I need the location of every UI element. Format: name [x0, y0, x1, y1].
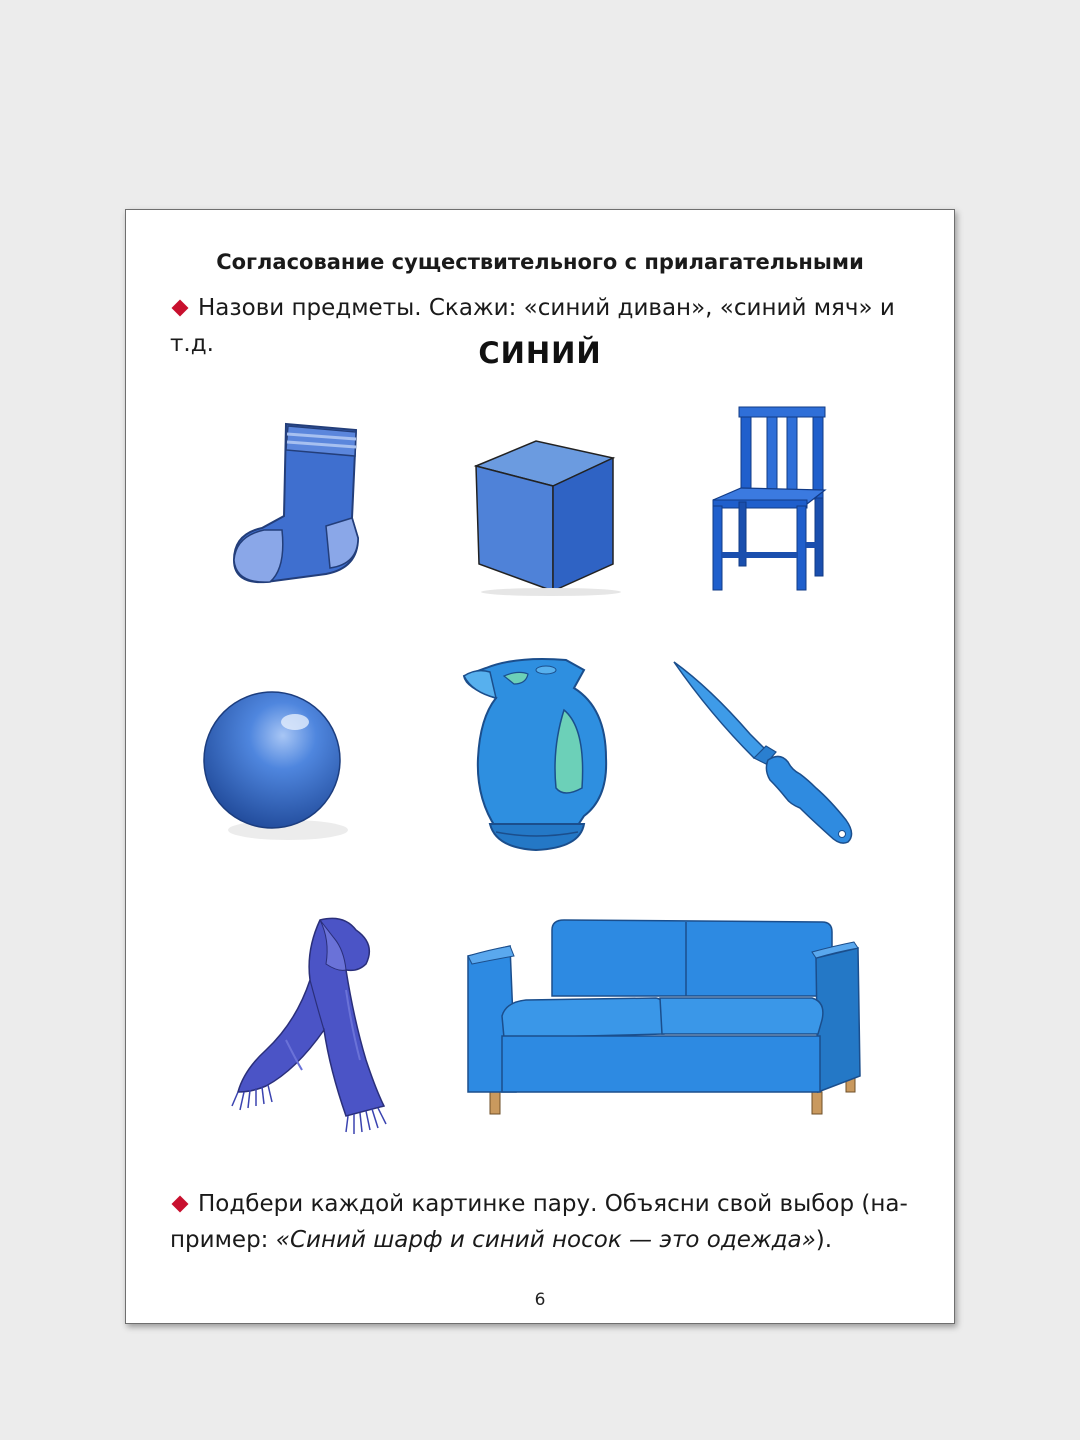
page-title: Согласование существительного с прилагательными	[216, 250, 864, 274]
task-2-line-2-prefix: пример:	[170, 1227, 276, 1253]
kettle-icon	[456, 648, 616, 858]
task-2-line-2-suffix: ).	[815, 1227, 833, 1253]
diamond-bullet-icon	[172, 1195, 189, 1212]
knife-icon	[670, 658, 860, 848]
sofa-icon	[466, 916, 866, 1116]
task-1-text: Назови предметы. Скажи: «синий диван», «синий мяч» и т.д.	[170, 295, 895, 357]
cube-icon	[471, 436, 621, 596]
chair-icon	[709, 402, 829, 592]
diamond-bullet-icon	[172, 299, 189, 316]
task-2	[170, 1186, 924, 1258]
task-2-example: «Синий шарф и синий носок — это одежда»	[275, 1227, 816, 1253]
sock-icon	[226, 418, 366, 588]
color-word-heading: СИНИЙ	[478, 336, 602, 370]
task-2-line-1: Подбери каждой картинке пару. Объясни свой выбор (на-	[198, 1191, 908, 1217]
ball-icon	[200, 680, 350, 850]
page-number: 6	[534, 1290, 546, 1310]
scarf-icon	[226, 910, 396, 1140]
workbook-page	[125, 209, 955, 1324]
